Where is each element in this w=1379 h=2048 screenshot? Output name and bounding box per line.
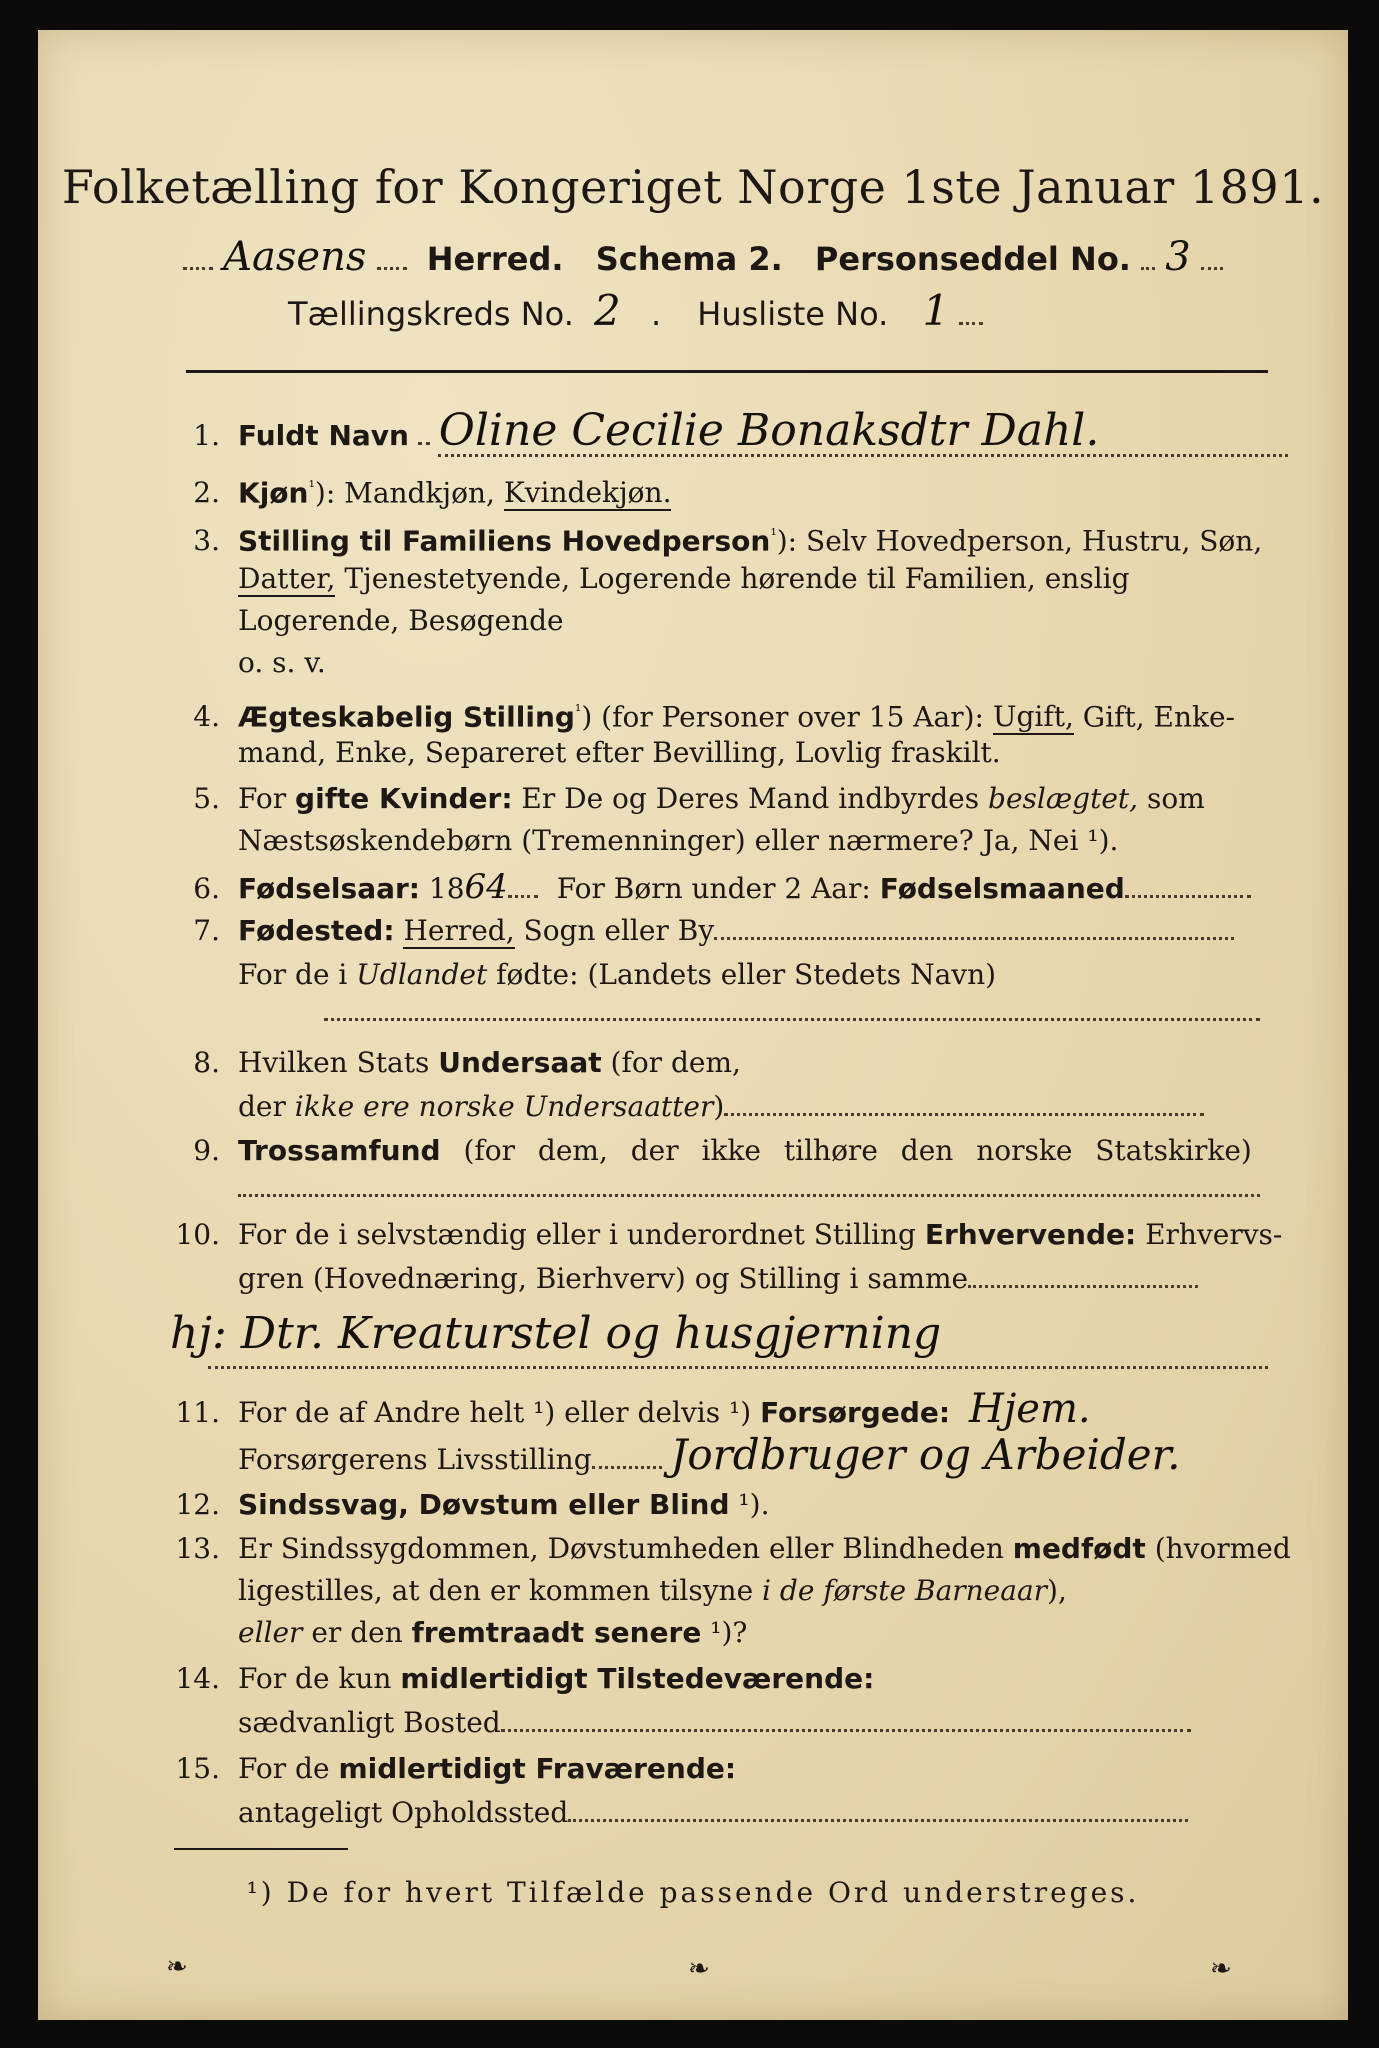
- header-row-herred: [183, 234, 1223, 280]
- q4-line2: mand, Enke, Separeret efter Bevilling, Lovlig fraskilt.: [238, 736, 1001, 769]
- q15-temporary-absent: 15. For de midlertidigt Fraværende:: [175, 1752, 737, 1785]
- q5-married-women: 5. For gifte Kvinder: Er De og Deres Mand indbyrdes beslægtet, som: [193, 782, 1205, 815]
- footnote: ¹) De for hvert Tilfælde passende Ord understreges.: [246, 1876, 1140, 1909]
- q13-line2: ligestilles, at den er kommen tilsyne i de første Barneaar),: [238, 1574, 1067, 1607]
- q3-line4: o. s. v.: [238, 646, 326, 679]
- corner-mark-icon: ❧: [166, 1952, 188, 1982]
- q4-selected: Ugift,: [992, 700, 1074, 734]
- personseddel-number: 3: [1165, 234, 1191, 280]
- q14-temporary-present: 14. For de kun midlertidigt Tilstedeværende:: [175, 1662, 875, 1695]
- q11-answer: Hjem.: [968, 1386, 1091, 1432]
- census-form-sheet: [38, 30, 1348, 2020]
- q2-selected: Kvindekjøn.: [503, 476, 672, 510]
- q13-congenital: 13. Er Sindssygdommen, Døvstumheden eller Blindheden medfødt (hvormed: [175, 1532, 1291, 1565]
- kreds-number: 2: [594, 286, 621, 335]
- q10-line2: gren (Hovednæring, Bierhverv) og Stilling i samme: [238, 1260, 1198, 1298]
- corner-mark-icon: ❧: [688, 1954, 710, 1984]
- husliste-number: 1: [922, 286, 950, 335]
- kreds-label: Tællingskreds No.: [288, 295, 574, 333]
- herred-label: Herred.: [426, 240, 564, 278]
- q6-birth-year: 6. Fødselsaar: 1864 For Børn under 2 Aar: Fødselsmaaned: [168, 868, 1251, 908]
- personseddel-label: Personseddel No.: [814, 240, 1131, 278]
- q12-disability: 12. Sindssvag, Døvstum eller Blind ¹).: [175, 1488, 770, 1521]
- q6-answer: 64: [464, 867, 508, 907]
- q8-line2: der ikke ere norske Undersaatter): [238, 1088, 1204, 1126]
- herred-name: Aasens: [223, 234, 367, 280]
- q15-line2: antageligt Opholdssted: [238, 1794, 1188, 1832]
- q3-line3: Logerende, Besøgende: [238, 604, 564, 637]
- q3-line2: Datter, Tjenestetyende, Logerende hørende til Familien, enslig: [238, 562, 1130, 595]
- q11-line2: Forsørgerens Livsstilling Jordbruger og Arbeider.: [238, 1430, 1181, 1479]
- q1-full-name: 1. Fuldt Navn Oline Cecilie Bonaksdtr Dahl.: [193, 405, 1100, 456]
- q7-selected: Herred,: [403, 914, 515, 947]
- q9-religion: 9. Trossamfund (for dem, der ikke tilhøre den norske Statskirke): [193, 1134, 1252, 1167]
- q10-answer: hj: Dtr. Kreaturstel og husgjerning: [170, 1308, 942, 1359]
- q11-answer2: Jordbruger og Arbeider.: [670, 1430, 1181, 1479]
- q11-dependents: 11. For de af Andre helt ¹) eller delvis ¹) Forsørgede: Hjem.: [175, 1386, 1091, 1432]
- q4-marital: 4. Ægteskabelig Stilling$^{^1}$) (for Personer over 15 Aar): Ugift, Gift, Enke-: [193, 700, 1235, 734]
- q13-line3: eller er den fremtraadt senere ¹)?: [238, 1616, 748, 1649]
- q10-occupation: 10. For de i selvstændig eller i underordnet Stilling Erhvervende: Erhvervs-: [175, 1218, 1283, 1251]
- schema-label: Schema 2.: [595, 240, 783, 278]
- q14-line2: sædvanligt Bosted: [238, 1704, 1191, 1742]
- q3-selected: Datter,: [238, 562, 336, 595]
- q7-line2: For de i Udlandet fødte: (Landets eller Stedets Navn): [238, 958, 997, 991]
- q8-citizenship: 8. Hvilken Stats Undersaat (for dem,: [193, 1046, 741, 1079]
- q2-sex: 2. Kjøn$^{^1}$): Mandkjøn, Kvindekjøn.: [193, 476, 672, 510]
- q3-position: 3. Stilling til Familiens Hovedperson$^{^1}$): Selv Hovedperson, Hustru, Søn,: [193, 524, 1263, 558]
- q5-line2: Næstsøskendebørn (Tremenninger) eller nærmere? Ja, Nei ¹).: [238, 824, 1119, 857]
- husliste-label: Husliste No.: [697, 295, 889, 333]
- header-rule: [186, 370, 1268, 373]
- footnote-rule: [174, 1848, 348, 1850]
- form-title: Folketælling for Kongeriget Norge 1ste Januar 1891.: [61, 160, 1325, 214]
- q1-answer: Oline Cecilie Bonaksdtr Dahl.: [438, 405, 1100, 456]
- corner-mark-icon: ❧: [1210, 1954, 1232, 1984]
- header-row-kreds: Tællingskreds No. 2 . Husliste No. 1: [288, 292, 983, 333]
- q7-birthplace: 7. Fødested: Herred, Sogn eller By: [168, 912, 1234, 950]
